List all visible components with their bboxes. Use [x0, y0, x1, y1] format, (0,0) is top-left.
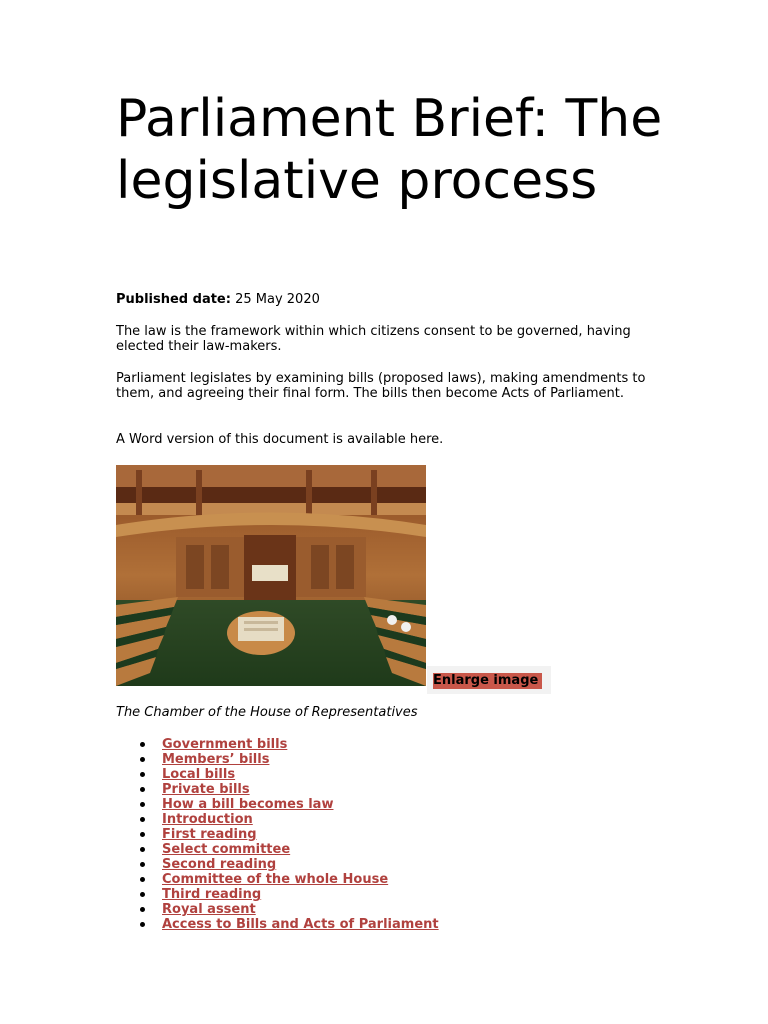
bullet — [140, 847, 145, 852]
link-private-bills[interactable]: Private bills — [162, 782, 250, 797]
page-title: Parliament Brief: The legislative process — [116, 89, 663, 211]
link-royal-assent[interactable]: Royal assent — [162, 902, 256, 917]
bullet — [140, 817, 145, 822]
paragraph-intro: The law is the framework within which citizens consent to be governed, having elected their law-makers. — [116, 324, 631, 354]
bullet — [140, 877, 145, 882]
link-access-to-bills-and-acts[interactable]: Access to Bills and Acts of Parliament — [162, 917, 439, 932]
link-first-reading[interactable]: First reading — [162, 827, 257, 842]
bullet — [140, 757, 145, 762]
list-item — [162, 842, 439, 857]
paragraph-word-version: A Word version of this document is available here. — [116, 432, 444, 447]
list-item — [162, 767, 439, 782]
list-item — [162, 752, 439, 767]
bullet — [140, 907, 145, 912]
bullet — [140, 862, 145, 867]
link-second-reading[interactable]: Second reading — [162, 857, 277, 872]
figure-caption: The Chamber of the House of Representatives — [116, 705, 418, 720]
list-item — [162, 902, 439, 917]
bullet — [140, 802, 145, 807]
enlarge-image-button[interactable] — [427, 666, 551, 694]
bullet — [140, 832, 145, 837]
link-third-reading[interactable]: Third reading — [162, 887, 262, 902]
list-item — [162, 887, 439, 902]
bullet — [140, 892, 145, 897]
enlarge-image-label: Enlarge image — [433, 673, 542, 689]
list-item — [162, 857, 439, 872]
contents-list — [116, 737, 439, 932]
published-date — [116, 292, 320, 308]
bullet — [140, 787, 145, 792]
list-item — [162, 917, 439, 932]
link-committee-of-the-whole-house[interactable]: Committee of the whole House — [162, 872, 389, 887]
list-item — [162, 872, 439, 887]
link-government-bills[interactable]: Government bills — [162, 737, 288, 752]
link-members-bills[interactable]: Members’ bills — [162, 752, 270, 767]
list-item — [162, 827, 439, 842]
paragraph-legislates: Parliament legislates by examining bills (proposed laws), making amendments to them, and agreeing their final form. The bills then become Acts of Parliament. — [116, 371, 646, 401]
list-item — [162, 812, 439, 827]
published-date-label: Published date: — [116, 292, 231, 307]
bullet — [140, 922, 145, 927]
link-select-committee[interactable]: Select committee — [162, 842, 291, 857]
link-how-a-bill-becomes-law[interactable]: How a bill becomes law — [162, 797, 334, 812]
list-item — [162, 797, 439, 812]
bullet — [140, 772, 145, 777]
chamber-photo — [116, 465, 426, 686]
list-item — [162, 782, 439, 797]
link-local-bills[interactable]: Local bills — [162, 767, 236, 782]
list-item — [162, 737, 439, 752]
published-date-value: 25 May 2020 — [235, 292, 320, 307]
bullet — [140, 742, 145, 747]
link-introduction[interactable]: Introduction — [162, 812, 253, 827]
